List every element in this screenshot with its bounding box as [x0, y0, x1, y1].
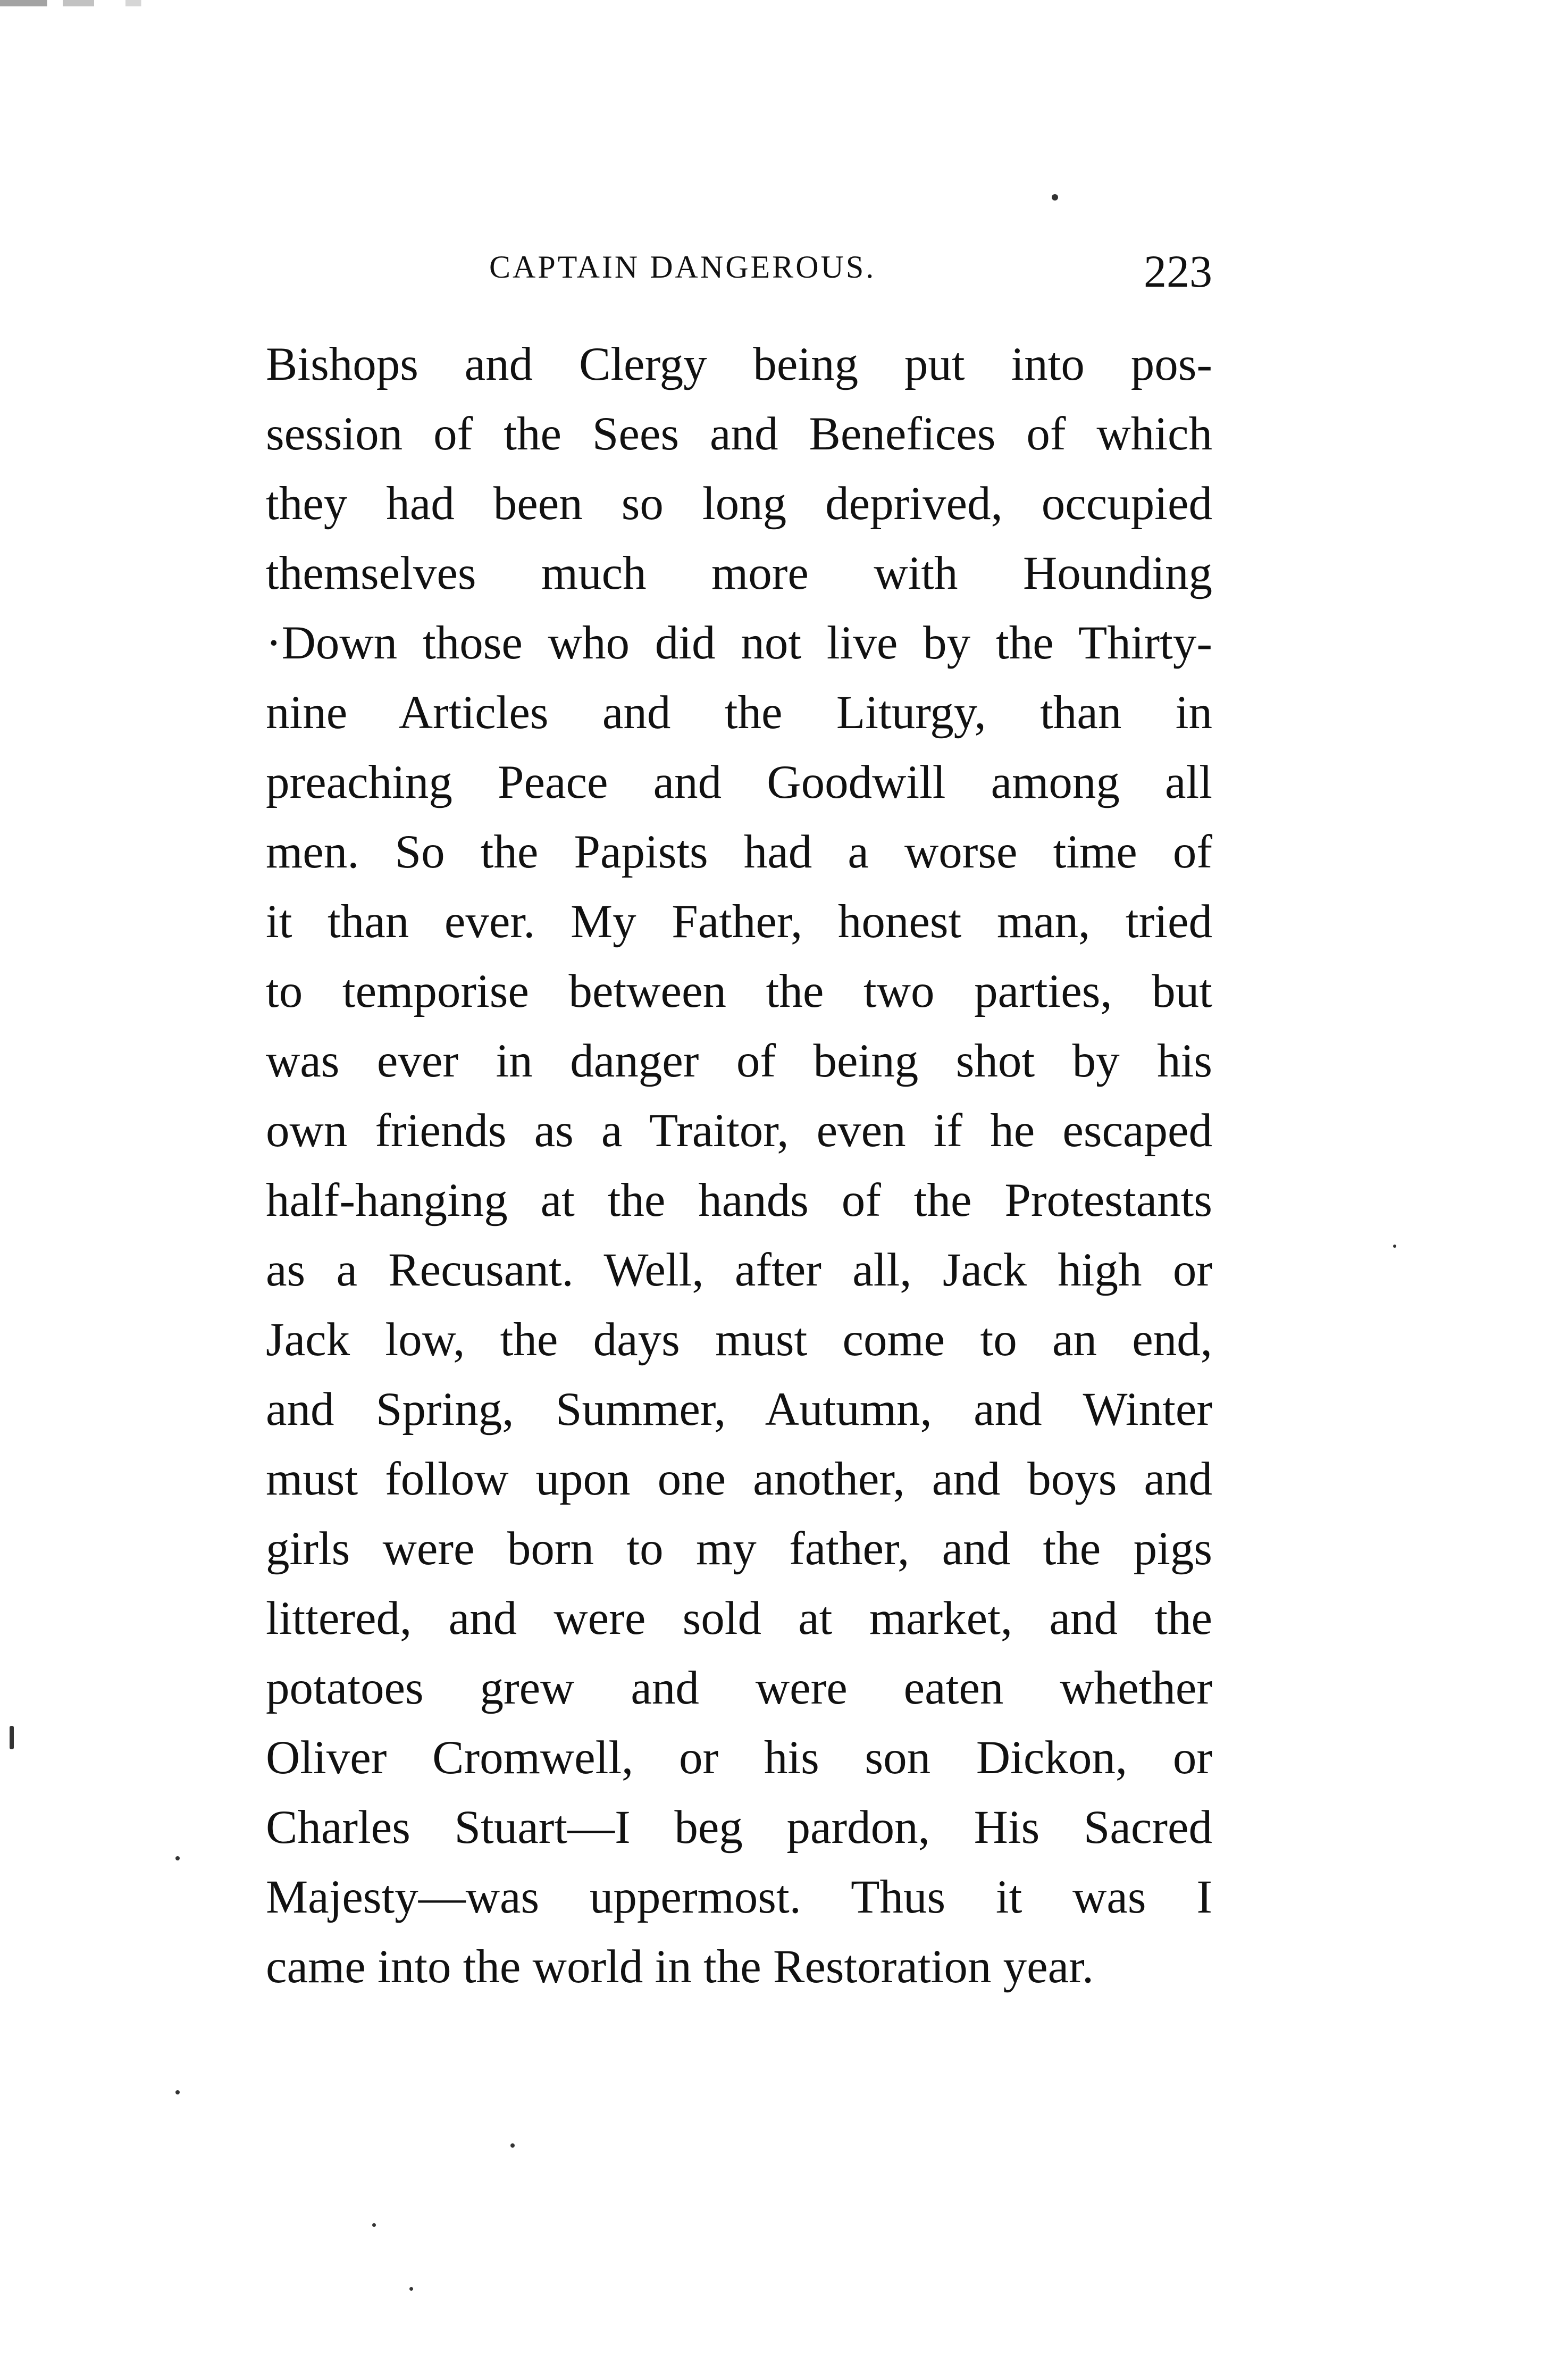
text-line: Majesty—was uppermost. Thus it was I: [266, 1871, 1212, 1923]
body-text: [266, 330, 1212, 2002]
scan-speck: [1393, 1245, 1396, 1248]
scan-speck: [510, 2143, 515, 2148]
running-head: CAPTAIN DANGEROUS.: [489, 249, 876, 285]
text-line: Charles Stuart—I beg pardon, His Sacred: [266, 1801, 1212, 1854]
text-line: Bishops and Clergy being put into pos-: [266, 338, 1212, 390]
page-number: 223: [1144, 246, 1212, 297]
scan-speck: [409, 2287, 413, 2291]
text-line: ·Down those who did not live by the Thirty-: [266, 617, 1212, 669]
text-line: themselves much more with Hounding: [266, 547, 1212, 599]
text-line: and Spring, Summer, Autumn, and Winter: [266, 1383, 1212, 1435]
text-line: littered, and were sold at market, and the: [266, 1592, 1212, 1645]
text-line: potatoes grew and were eaten whether: [266, 1662, 1212, 1714]
text-line: half-hanging at the hands of the Protestants: [266, 1174, 1212, 1226]
page-header: [266, 245, 1212, 298]
scan-speck: [1052, 194, 1058, 201]
text-line: they had been so long deprived, occupied: [266, 478, 1212, 530]
scan-speck: [175, 2090, 180, 2094]
text-line: men. So the Papists had a worse time of: [266, 826, 1212, 878]
text-line: must follow upon one another, and boys and: [266, 1453, 1212, 1505]
text-line: preaching Peace and Goodwill among all: [266, 756, 1212, 808]
text-line: own friends as a Traitor, even if he escaped: [266, 1105, 1212, 1157]
text-line: girls were born to my father, and the pigs: [266, 1523, 1212, 1575]
text-line: to temporise between the two parties, but: [266, 965, 1212, 1017]
text-line: it than ever. My Father, honest man, tried: [266, 896, 1212, 948]
text-line: was ever in danger of being shot by his: [266, 1035, 1212, 1087]
scan-speck: [175, 1856, 180, 1860]
scan-speck: [372, 2223, 376, 2227]
text-line: Oliver Cromwell, or his son Dickon, or: [266, 1732, 1212, 1784]
scan-edge-artifact: [0, 0, 1568, 6]
text-line: nine Articles and the Liturgy, than in: [266, 687, 1212, 739]
text-line: Jack low, the days must come to an end,: [266, 1314, 1212, 1366]
scan-speck: [10, 1726, 14, 1749]
text-line: session of the Sees and Benefices of which: [266, 408, 1212, 460]
text-line: as a Recusant. Well, after all, Jack high or: [266, 1244, 1212, 1296]
text-line: came into the world in the Restoration year.: [266, 1941, 1094, 1993]
